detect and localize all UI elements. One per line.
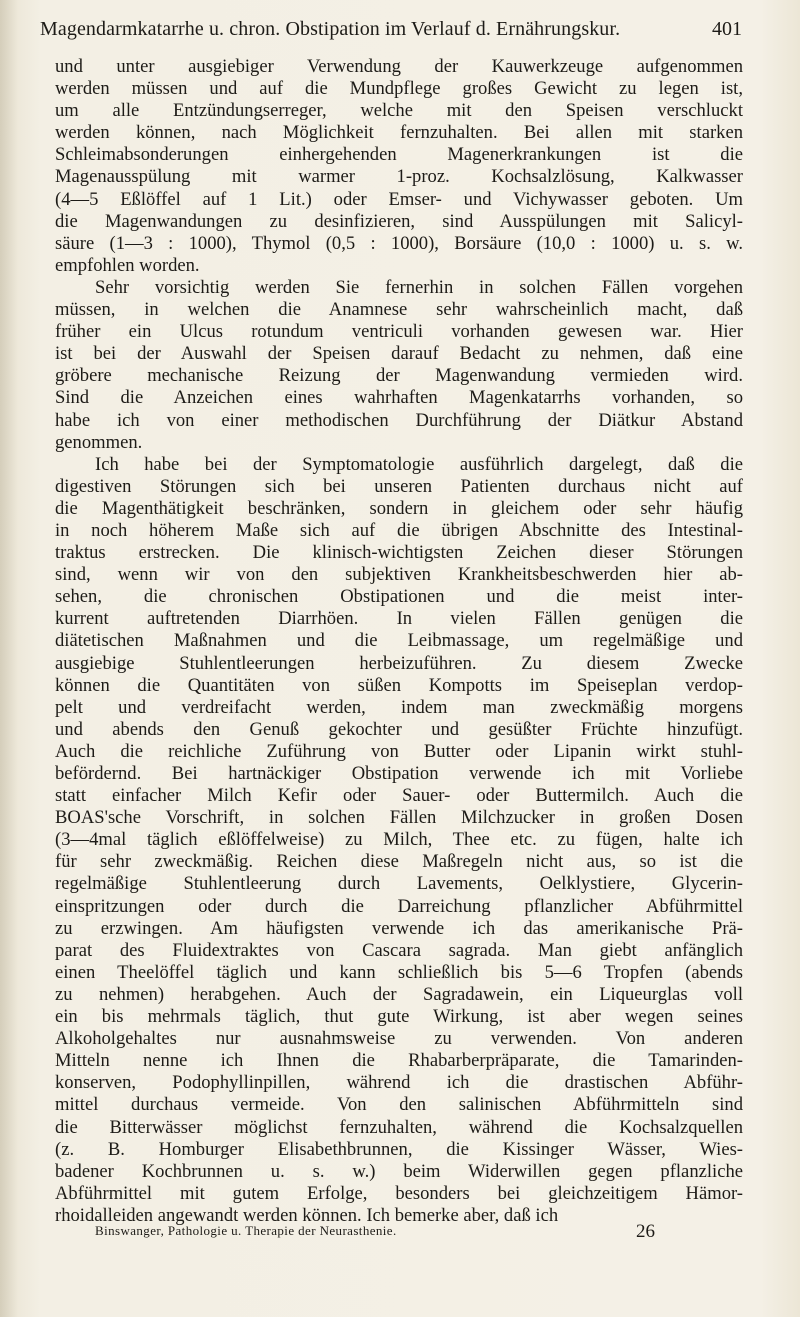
running-title: Magendarmkatarrhe u. chron. Obstipation im Verlauf d. Ernährungskur. — [40, 18, 621, 40]
text-line: genommen. — [55, 431, 143, 453]
text-line: ausgiebige Stuhlentleerungen herbeizuführen. Zu diesem Zwecke — [55, 652, 743, 674]
text-line: müssen, in welchen die Anamnese sehr wahrscheinlich macht, daß — [55, 299, 743, 321]
text-line: sind, wenn wir von den subjektiven Krankheitsbeschwerden hier ab- — [55, 564, 743, 586]
text-line: empfohlen worden. — [55, 254, 200, 276]
text-line: werden müssen und auf die Mundpflege großes Gewicht zu legen ist, — [55, 78, 743, 100]
text-line: Sehr vorsichtig werden Sie fernerhin in solchen Fällen vorgehen — [95, 276, 743, 298]
text-line: (3—4mal täglich eßlöffelweise) zu Milch, Thee etc. zu fügen, halte ich — [55, 829, 743, 851]
text-line: für sehr zweckmäßig. Reichen diese Maßregeln nicht aus, so ist die — [55, 851, 743, 873]
text-line: zu nehmen) herabgehen. Auch der Sagradawein, ein Liqueurglas voll — [55, 983, 743, 1005]
text-line: konserven, Podophyllinpillen, während ich die drastischen Abführ- — [55, 1072, 743, 1094]
text-line: parat des Fluidextraktes von Cascara sagrada. Man giebt anfänglich — [55, 939, 743, 961]
text-line: gröbere mechanische Reizung der Magenwandung vermieden wird. — [55, 365, 743, 387]
page-edge-shadow — [0, 0, 18, 1317]
text-line: zu erzwingen. Am häufigsten verwende ich das amerikanische Prä- — [55, 917, 743, 939]
text-line: früher ein Ulcus rotundum ventriculi vorhanden gewesen war. Hier — [55, 321, 743, 343]
text-line: ist bei der Auswahl der Speisen darauf Bedacht zu nehmen, daß eine — [55, 343, 743, 365]
printer-signature: 26 — [636, 1221, 655, 1242]
text-line: können die Quantitäten von süßen Kompotts im Speiseplan verdop- — [55, 674, 743, 696]
text-line: einspritzungen oder durch die Darreichung pflanzlicher Abführmittel — [55, 895, 743, 917]
page-number: 401 — [712, 18, 742, 40]
text-line: habe ich von einer methodischen Durchführung der Diätkur Abstand — [55, 409, 743, 431]
text-line: badener Kochbrunnen u. s. w.) beim Widerwillen gegen pflanzliche — [55, 1160, 743, 1182]
text-line: kurrent auftretenden Diarrhöen. In vielen Fällen genügen die — [55, 608, 743, 630]
text-line: Mitteln nenne ich Ihnen die Rhabarberpräparate, die Tamarinden- — [55, 1050, 743, 1072]
text-line: einen Theelöffel täglich und kann schließlich bis 5—6 Tropfen (abends — [55, 961, 743, 983]
paragraph — [55, 56, 743, 277]
text-line: werden können, nach Möglichkeit fernzuhalten. Bei allen mit starken — [55, 122, 743, 144]
text-line: pelt und verdreifacht werden, indem man zweckmäßig morgens — [55, 696, 743, 718]
page-footer — [95, 1221, 655, 1245]
text-line: rhoidalleiden angewandt werden können. Ich bemerke aber, daß ich — [55, 1204, 559, 1226]
text-line: mittel durchaus vermeide. Von den salinischen Abführmitteln sind — [55, 1094, 743, 1116]
text-line: Abführmittel mit gutem Erfolge, besonders bei gleichzeitigem Hämor- — [55, 1182, 743, 1204]
text-line: regelmäßige Stuhlentleerung durch Lavements, Oelklystiere, Glycerin- — [55, 873, 743, 895]
text-line: und unter ausgiebiger Verwendung der Kauwerkzeuge aufgenommen — [55, 56, 743, 77]
text-line: BOAS'sche Vorschrift, in solchen Fällen Milchzucker in großen Dosen — [55, 807, 743, 829]
text-line: säure (1—3 : 1000), Thymol (0,5 : 1000), Borsäure (10,0 : 1000) u. s. w. — [55, 232, 743, 254]
text-line: traktus erstrecken. Die klinisch-wichtigsten Zeichen dieser Störungen — [55, 542, 743, 564]
text-line: in noch höherem Maße sich auf die übrigen Abschnitte des Intestinal- — [55, 519, 743, 541]
text-line: und abends den Genuß gekochter und gesüßter Früchte hinzufügt. — [55, 718, 743, 740]
text-line: Alkoholgehaltes nur ausnahmsweise zu verwenden. Von anderen — [55, 1028, 743, 1050]
paragraph — [55, 277, 743, 454]
paragraph — [55, 454, 743, 1227]
body-text — [55, 56, 743, 1227]
text-line: (z. B. Homburger Elisabethbrunnen, die Kissinger Wässer, Wies- — [55, 1138, 743, 1160]
text-line: digestiven Störungen sich bei unseren Patienten durchaus nicht auf — [55, 475, 743, 497]
text-line: Schleimabsonderungen einhergehenden Magenerkrankungen ist die — [55, 144, 743, 166]
footer-citation: Binswanger, Pathologie u. Therapie der Neurasthenie. — [95, 1223, 397, 1238]
text-line: die Bitterwässer möglichst fernzuhalten, während die Kochsalzquellen — [55, 1116, 743, 1138]
text-line: Magenausspülung mit warmer 1-proz. Kochsalzlösung, Kalkwasser — [55, 166, 743, 188]
text-line: die Magenthätigkeit beschränken, sondern in gleichem oder sehr häufig — [55, 497, 743, 519]
text-line: Sind die Anzeichen eines wahrhaften Magenkatarrhs vorhanden, so — [55, 387, 743, 409]
text-line: sehen, die chronischen Obstipationen und die meist inter- — [55, 586, 743, 608]
text-line: diätetischen Maßnahmen und die Leibmassage, um regelmäßige und — [55, 630, 743, 652]
text-line: (4—5 Eßlöffel auf 1 Lit.) oder Emser- und Vichywasser geboten. Um — [55, 188, 743, 210]
text-line: statt einfacher Milch Kefir oder Sauer- oder Buttermilch. Auch die — [55, 785, 743, 807]
running-head — [40, 12, 742, 48]
text-line: Auch die reichliche Zuführung von Butter oder Lipanin wirkt stuhl- — [55, 740, 743, 762]
text-line: die Magenwandungen zu desinfizieren, sind Ausspülungen mit Salicyl- — [55, 210, 743, 232]
text-line: ein bis mehrmals täglich, thut gute Wirkung, ist aber wegen seines — [55, 1006, 743, 1028]
text-line: befördernd. Bei hartnäckiger Obstipation verwende ich mit Vorliebe — [55, 763, 743, 784]
text-line: um alle Entzündungserreger, welche mit den Speisen verschluckt — [55, 100, 743, 122]
text-line: Ich habe bei der Symptomatologie ausführlich dargelegt, daß die — [95, 453, 743, 475]
